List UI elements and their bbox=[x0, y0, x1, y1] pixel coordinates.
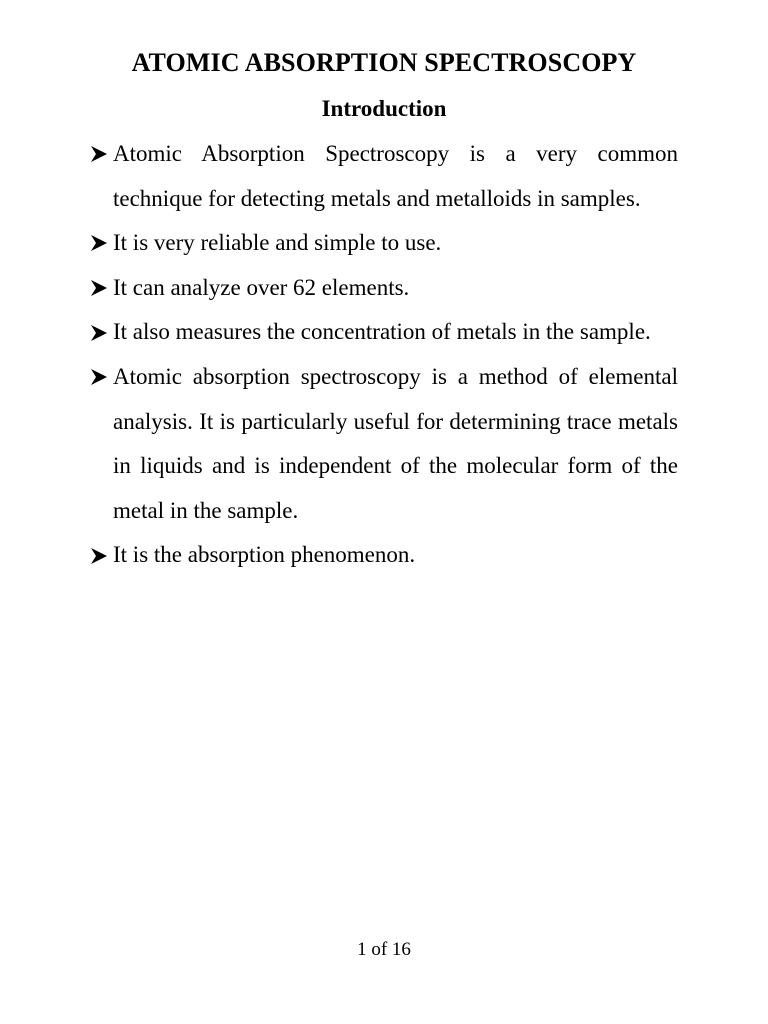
bullet-text: Atomic Absorption Spectroscopy is a very common technique for detecting metals and metalloids in samples. bbox=[113, 141, 678, 211]
bullet-text: It is very reliable and simple to use. bbox=[113, 230, 442, 256]
list-item bbox=[90, 132, 678, 221]
bullet-list bbox=[90, 132, 678, 578]
arrowhead-bullet-icon bbox=[90, 221, 112, 266]
list-item bbox=[90, 221, 678, 266]
bullet-text: It also measures the concentration of metals in the sample. bbox=[113, 319, 651, 345]
list-item bbox=[90, 355, 678, 533]
page-number: 1 of 16 bbox=[357, 939, 411, 960]
arrowhead-bullet-icon bbox=[90, 132, 112, 177]
arrowhead-bullet-icon bbox=[90, 355, 112, 400]
arrowhead-bullet-icon bbox=[90, 310, 112, 355]
arrowhead-bullet-icon bbox=[90, 266, 112, 311]
bullet-text: It can analyze over 62 elements. bbox=[113, 274, 410, 300]
list-item bbox=[90, 266, 678, 311]
list-item bbox=[90, 533, 678, 578]
arrowhead-bullet-icon bbox=[90, 533, 112, 578]
bullet-text: Atomic absorption spectroscopy is a method of elemental analysis. It is particularly useful for determining trace metals in liquids and is independent of the molecular form of the metal in the sample. bbox=[113, 363, 678, 523]
section-heading: Introduction bbox=[321, 96, 447, 121]
list-item bbox=[90, 310, 678, 355]
bullet-text: It is the absorption phenomenon. bbox=[113, 542, 416, 568]
document-title: ATOMIC ABSORPTION SPECTROSCOPY bbox=[131, 48, 637, 77]
